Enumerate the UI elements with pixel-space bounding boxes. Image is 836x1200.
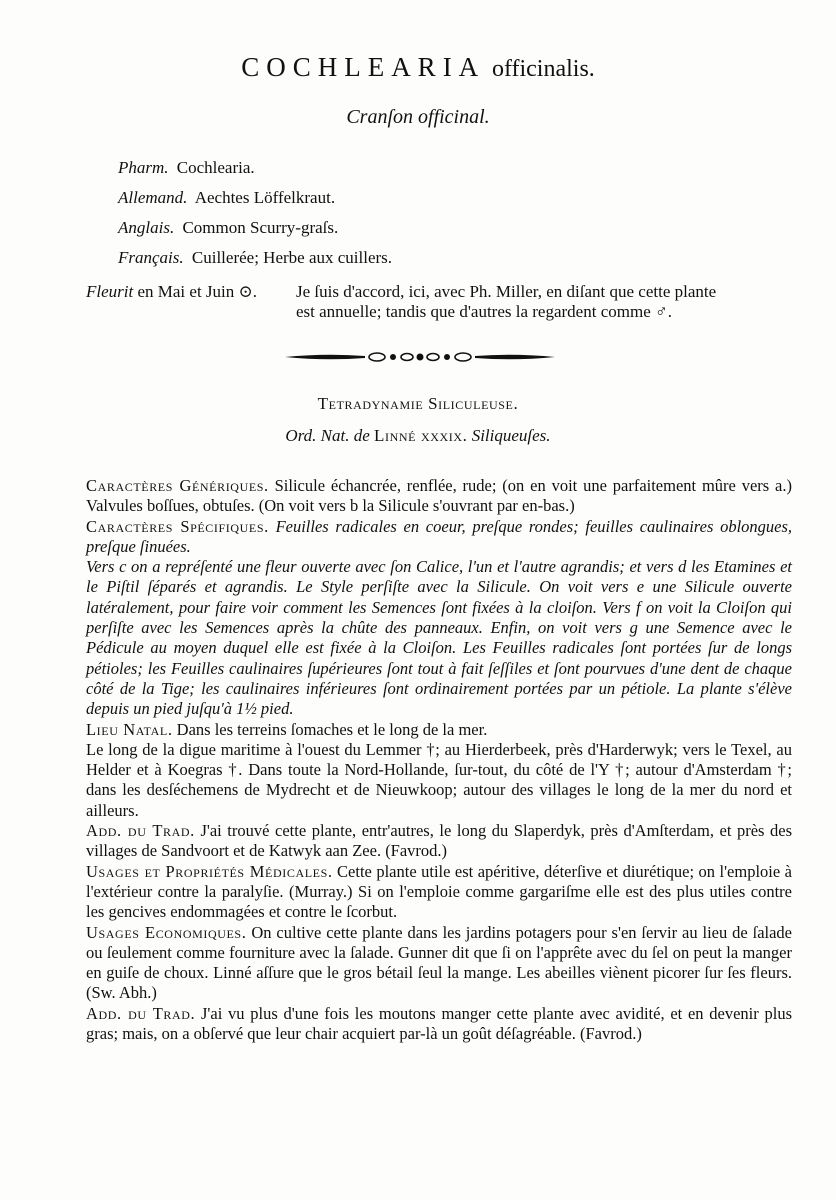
synonym-lang: Anglais. [118,218,175,237]
section-text: Dans les terreins ſomaches et le long de la mer. [176,719,488,739]
section-text: Cette plante utile est apéritive, déterſive et diurétique; on l'emploie à l'extérieur contre la paralyſie. (Murray.) Si on l'emploie comme gargariſme elle est des plus utiles contre les gencives endommagées et contre le ſcorbut. [86,861,792,922]
section-text: J'ai vu plus d'une fois les moutons manger cette plante avec avidité, et en devenir plus gras; mais, on a obſervé que leur chair acquiert par-là un goût déſagréable. (Favrod.) [86,1003,793,1044]
description-body [86,476,792,1044]
flowering-block [86,282,717,321]
habitat [86,720,792,740]
synonym-pharm [118,158,255,178]
section-label: Caractères Spécifiques. [86,516,269,536]
section-label: Add. du Trad. [86,821,195,841]
synonym-name: Common Scurry-graſs. [182,218,339,237]
flowering-note-line1: Je ſuis d'accord, ici, avec Ph. Miller, en diſant que cette plante [296,282,717,301]
section-text: Silicule échancrée, renflée, rude; (on en voit une parfaitement mûre vers a.) Valvules boſſues, obtuſes. (On voit vers b la Silicule s'ouvrant par en-bas.) [86,476,793,516]
order-name: Siliqueuſes. [471,426,551,445]
section-text: On cultive cette plante dans les jardins potagers pour s'en ſervir au lieu de ſalade ou ſeulement comme fourniture avec la ſalade. Gunner dit que ſi on l'apprête avec du ſel on peut la manger en guiſe de choux. Linné aſſure que le gros bétail ſeul la mange. Les abeilles viènent picorer ſur ſes fleurs. (Sw. Abh.) [86,922,792,1003]
section-text: Feuilles radicales en coeur, preſque rondes; feuilles caulinaires oblongues, preſque ſinuées. [86,516,793,556]
flowering-text: en Mai et Juin ⊙. [137,282,257,301]
medical-uses [86,862,792,923]
linnaean-class: Tetradynamie Siliculeuse. [317,394,519,413]
section-text: J'ai trouvé cette plante, entr'autres, le long du Slaperdyk, près d'Amſterdam, et près des villages de Sandvoort et de Katwyk aan Zee. (Favrod.) [86,821,793,861]
flowering-note-line2: est annuelle; tandis que d'autres la regardent comme ♂. [296,302,672,321]
synonym-french [118,248,392,268]
genus-name: COCHLEARIA [241,52,486,82]
synonym-name: Cuillerée; Herbe aux cuillers. [191,248,393,267]
synonym-name: Aechtes Löffelkraut. [194,188,336,207]
synonym-lang: Français. [118,248,184,267]
habitat-detail: Le long de la digue maritime à l'ouest du Lemmer †; au Hierderbeek, près d'Harderwyk; vers le Texel, au Helder et à Koegras †. Dans toute la Nord-Hollande, ſur-tout, du côté de l'Y †; autour d'Amsterdam †; dans les desſéchemens de Mydrecht et de Nieuwkoop; autour des villages le long de la mer du nord et ailleurs. [86,739,792,820]
species-name: officinalis. [491,56,595,82]
section-label: Caractères Génériques. [86,476,269,495]
section-label: Usages et Propriétés Médicales. [86,861,333,881]
synonym-lang: Pharm. [118,158,169,177]
section-label: Usages Economiques. [86,922,247,942]
order-author: Linné xxxix. [374,426,468,445]
french-name: Cranſon officinal. [346,106,490,128]
section-label: Add. du Trad. [86,1003,196,1023]
natural-order [0,426,836,446]
order-prefix: Ord. Nat. de [285,426,370,445]
translator-addition-2 [86,1004,792,1045]
page-title [0,52,836,83]
specific-characters [86,517,792,558]
economic-uses [86,923,792,1004]
translator-addition-1 [86,821,792,862]
synonym-german [118,188,335,208]
synonym-name: Cochlearia. [176,158,255,177]
generic-characters [86,476,792,517]
ornament-divider [285,350,555,364]
section-label: Lieu Natal. [86,719,173,739]
figure-explanation: Vers c on a repréſenté une fleur ouverte avec ſon Calice, l'un et l'autre agrandis; et vers d les Etamines et le Piſtil ſéparés et agrandis. Le Style perſiſte avec la Silicule. On voit vers e une Silicule ouverte latéralement, pour faire voir comment les Semences ſont fixées à la cloiſon. Vers f on voit la Cloiſon qui perſiſte avec les Semences après la chûte des panneaux. Enfin, on voit vers g une Semence avec le Pédicule au moyen duquel elle est fixée à la Cloiſon. Les Feuilles radicales ſont portées ſur de longs pétioles; les Feuilles caulinaires ſupérieures ſont tout à fait ſeſſiles et ſont pourvues d'une dent de chaque côté de la Tige; les caulinaires inférieures ſont ordinairement portées par un pétiole. La plante s'élève depuis un pied juſqu'à 1½ pied. [86,557,792,719]
synonym-english [118,218,338,238]
synonym-lang: Allemand. [118,188,188,207]
flowering-label: Fleurit [86,282,134,301]
